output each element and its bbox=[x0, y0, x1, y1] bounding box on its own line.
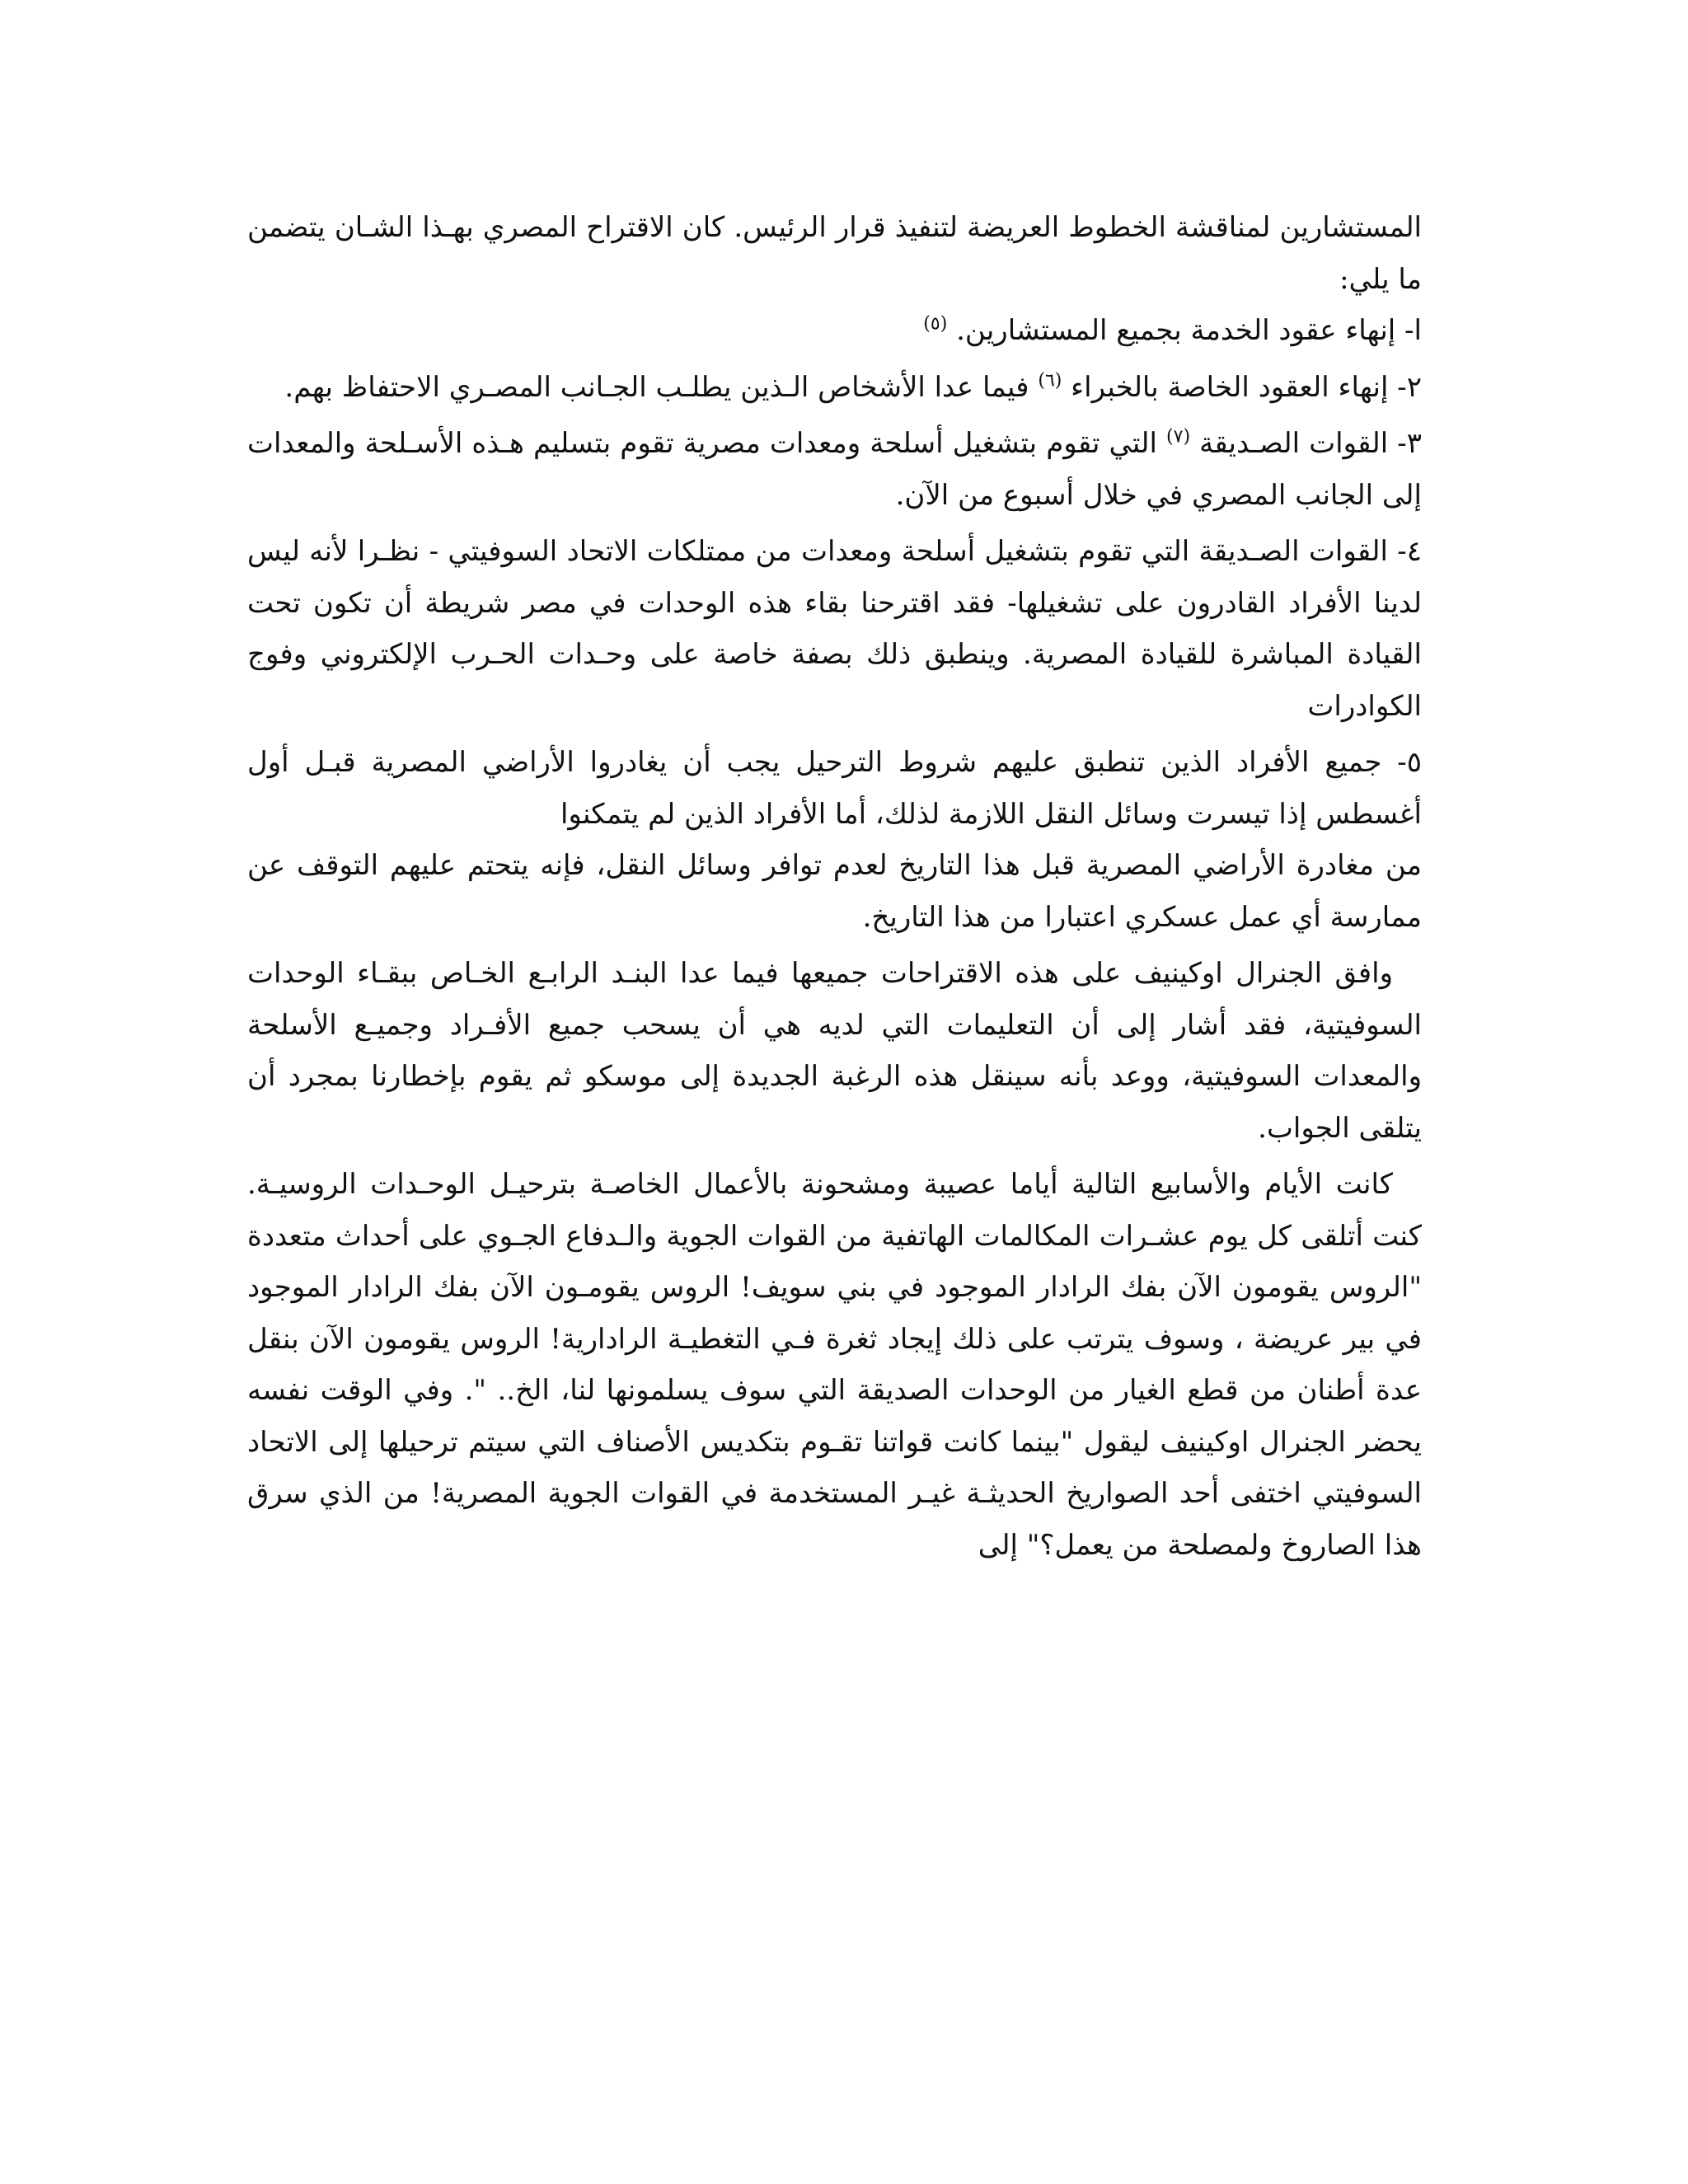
list-item-2 bbox=[247, 362, 1422, 414]
list-item-2-text-end: فيما عدا الأشخاص الـذين يطلـب الجـانب المصـري الاحتفاظ بهم. bbox=[284, 370, 1029, 404]
list-item-1 bbox=[247, 305, 1422, 357]
intro-paragraph: المستشارين لمناقشة الخطوط العريضة لتنفيذ قرار الرئيس. كان الاقتراح المصري بهـذا الشـان يتضمن ما يلي: bbox=[247, 211, 1422, 296]
list-item-5-continuation: من مغادرة الأراضي المصرية قبل هذا التاريخ لعدم توافر وسائل النقل، فإنه يتحتم عليهم التوقف عن ممارسة أي عمل عسكري اعتبارا من هذا التاريخ. bbox=[247, 849, 1422, 934]
list-item-1-text: ا- إنهاء عقود الخدمة بجميع المستشارين. bbox=[956, 314, 1422, 347]
paragraph-general-okinev: وافق الجنرال اوكينيف على هذه الاقتراحات جميعها فيما عدا البنـد الرابـع الخـاص ببقـاء الوحدات السوفيتية، فقد أشار إلى أن التعليمات التي لديه هي أن يسحب جميع الأفـراد وجميـع الأسلحة والمعدات السوفيتية، ووعد بأنه سينقل هذه الرغبة الجديدة إلى موسكو ثم يقوم بإخطارنا بمجرد أن يتلقى الجواب. bbox=[247, 957, 1422, 1145]
footnote-marker-5: (٥) bbox=[923, 313, 948, 335]
list-item-5: ٥- جميع الأفراد الذين تنطبق عليهم شروط الترحيل يجب أن يغادروا الأراضي المصرية قبـل أول أغسطس إذا تيسرت وسائل النقل اللازمة لذلك، أما الأفراد الذين لم يتمكنوا bbox=[247, 746, 1422, 831]
list-item-3-text-start: ٣- القوات الصـديقة bbox=[1199, 427, 1422, 460]
list-item-3-text-end: التي تقوم بتشغيل أسلحة ومعدات مصرية تقوم بتسليم هـذه الأسـلحة والمعدات إلى الجانب المصري في خلال أسبوع من الآن. bbox=[247, 427, 1422, 512]
list-item-3 bbox=[247, 418, 1422, 521]
document-body bbox=[247, 202, 1422, 1571]
footnote-marker-6: (٦) bbox=[1038, 370, 1062, 391]
list-item-4: ٤- القوات الصـديقة التي تقوم بتشغيل أسلحة ومعدات من ممتلكات الاتحاد السوفيتي - نظـرا لأنه ليس لدينا الأفراد القادرون على تشغيلها- فقد اقترحنا بقاء هذه الوحدات في مصر شريطة أن تكون تحت القيادة المباشرة للقيادة المصرية. وينطبق ذلك بصفة خاصة على وحـدات الحـرب الإلكتروني وفوج الكوادرات bbox=[247, 535, 1422, 723]
footnote-marker-7: (٧) bbox=[1166, 426, 1191, 448]
paragraph-following-days: كانت الأيام والأسابيع التالية أياما عصيبة ومشحونة بالأعمال الخاصـة بترحيـل الوحـدات الروسيـة. كنت أتلقى كل يوم عشـرات المكالمات الهاتفية من القوات الجوية والـدفاع الجـوي على أحداث متعددة "الروس يقومون الآن بفك الرادار الموجود في بني سويف! الروس يقومـون الآن بفك الرادار الموجود في بير عريضة ، وسوف يترتب على ذلك إيجاد ثغرة فـي التغطيـة الرادارية! الروس يقومون الآن بنقل عدة أطنان من قطع الغيار من الوحدات الصديقة التي سوف يسلمونها لنا، الخ.. ". وفي الوقت نفسه يحضر الجنرال اوكينيف ليقول "بينما كانت قواتنا تقـوم بتكديس الأصناف التي سيتم ترحيلها إلى الاتحاد السوفيتي اختفى أحد الصواريخ الحديثـة غيـر المستخدمة في القوات الجوية المصرية! من الذي سرق هذا الصاروخ ولمصلحة من يعمل؟" إلى bbox=[247, 1168, 1422, 1562]
list-item-2-text-start: ٢- إنهاء العقود الخاصة بالخبراء bbox=[1071, 370, 1422, 404]
